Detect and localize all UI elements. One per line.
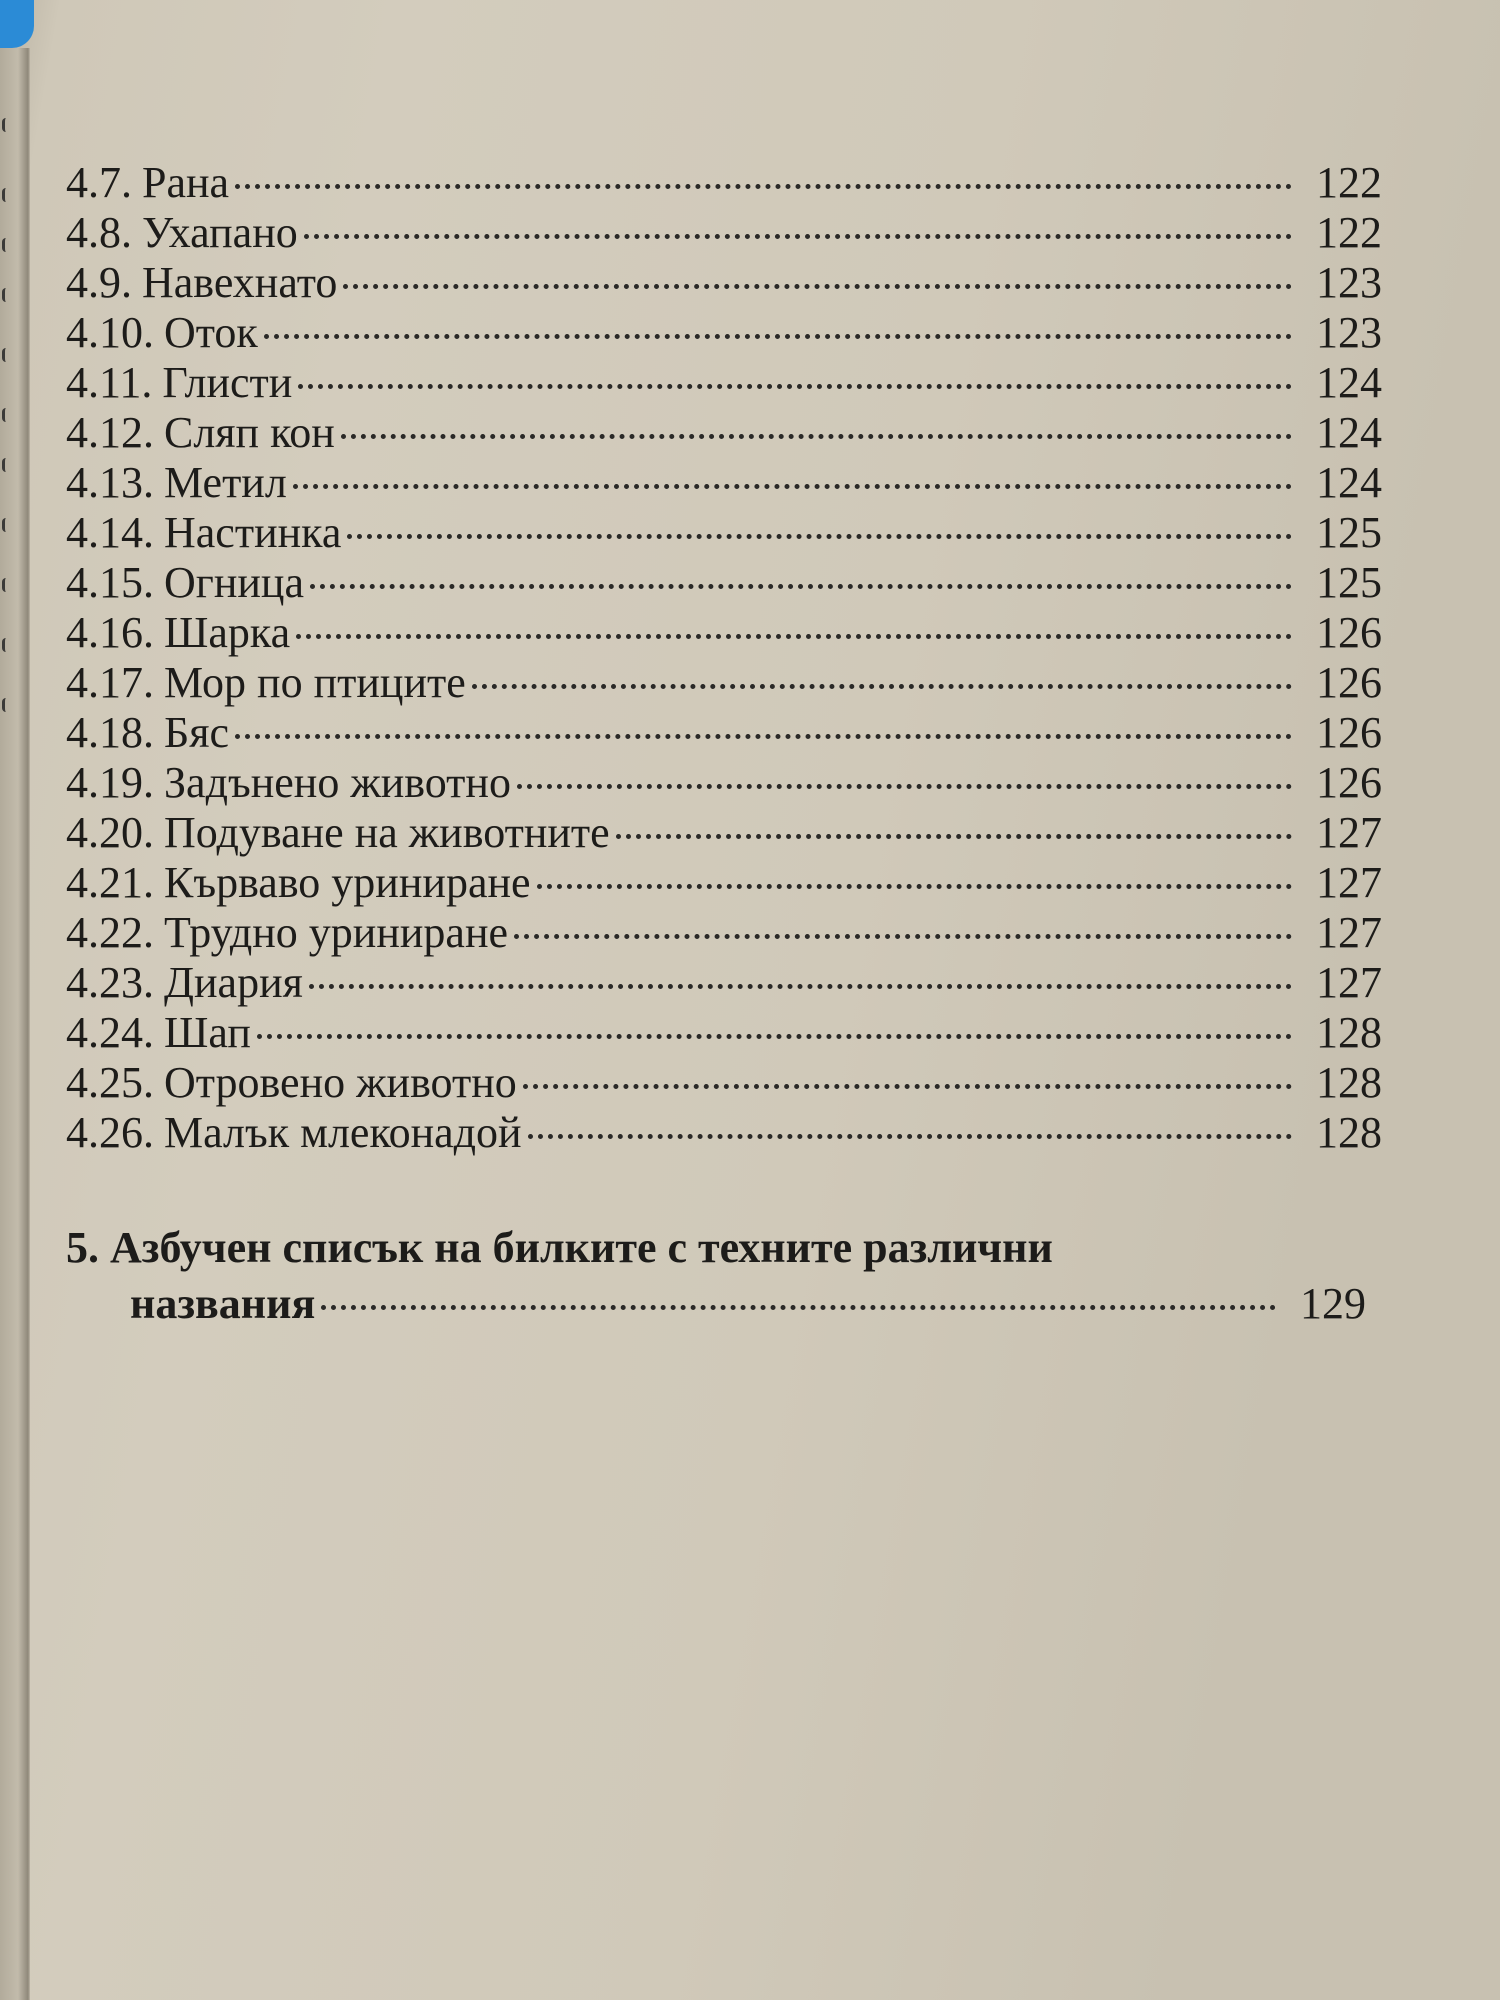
dot-leader (341, 434, 1292, 439)
spine-mark (2, 118, 13, 132)
toc-entry-page-number: 123 (1316, 258, 1382, 307)
chapter-title-row (66, 1276, 1366, 1332)
chapter-5-entry (66, 1220, 1366, 1332)
toc-entry (66, 308, 1382, 358)
toc-entry (66, 1008, 1382, 1058)
toc-entry-page-number: 127 (1316, 858, 1382, 907)
toc-entry-number: 4.19. (66, 758, 154, 807)
toc-entry (66, 558, 1382, 608)
toc-entry-page-number: 122 (1316, 208, 1382, 257)
toc-entry-page-number: 124 (1316, 408, 1382, 457)
toc-entry-page-number: 128 (1316, 1108, 1382, 1157)
toc-entry-title: Задънено животно (164, 758, 511, 807)
toc-entry-title: Ухапано (142, 208, 298, 257)
blue-cover-corner (0, 0, 34, 48)
book-spine (0, 48, 30, 2000)
toc-entry-number: 4.24. (66, 1008, 154, 1057)
toc-entry-page-number: 127 (1316, 808, 1382, 857)
toc-entry (66, 1108, 1382, 1158)
toc-entry-number: 4.17. (66, 658, 154, 707)
spine-mark (2, 238, 13, 252)
spine-mark (2, 188, 13, 202)
toc-entry-number: 4.15. (66, 558, 154, 607)
toc-entry (66, 408, 1382, 458)
toc-entry-number: 4.20. (66, 808, 154, 857)
dot-leader (304, 234, 1292, 239)
toc-entry (66, 258, 1382, 308)
dot-leader (472, 684, 1292, 689)
toc-entry (66, 1058, 1382, 1108)
dot-leader (310, 584, 1292, 589)
toc-entry-title: Рана (142, 158, 230, 207)
toc-entry (66, 158, 1382, 208)
toc-entry-number: 4.21. (66, 858, 154, 907)
dot-leader (537, 884, 1292, 889)
chapter-title-line1: 5. Азбучен списък на билките с техните различни (66, 1223, 1053, 1272)
toc-entry-title: Шап (164, 1008, 251, 1057)
table-of-contents (66, 158, 1382, 1158)
toc-entry-title: Малък млеконадой (164, 1108, 522, 1157)
chapter-title-line2: названия (130, 1279, 316, 1328)
toc-entry-page-number: 124 (1316, 358, 1382, 407)
chapter-page-number: 129 (1300, 1279, 1366, 1328)
toc-entry-number: 4.26. (66, 1108, 154, 1157)
dot-leader (517, 784, 1292, 789)
dot-leader (235, 184, 1292, 189)
toc-entry-page-number: 124 (1316, 458, 1382, 507)
toc-entry-number: 4.7. (66, 158, 132, 207)
toc-entry-title: Диария (164, 958, 303, 1007)
dot-leader (321, 1305, 1276, 1310)
toc-entry-number: 4.13. (66, 458, 154, 507)
toc-entry (66, 658, 1382, 708)
toc-entry-title: Кърваво уриниране (164, 858, 531, 907)
dot-leader (257, 1034, 1292, 1039)
toc-entry-title: Сляп кон (164, 408, 335, 457)
toc-entry (66, 908, 1382, 958)
toc-entry-title: Настинка (164, 508, 342, 557)
toc-entry-title: Навехнато (142, 258, 338, 307)
spine-mark (2, 348, 13, 362)
toc-entry-page-number: 126 (1316, 658, 1382, 707)
dot-leader (309, 984, 1292, 989)
dot-leader (514, 934, 1292, 939)
spine-mark (2, 638, 13, 652)
toc-entry (66, 708, 1382, 758)
toc-entry-number: 4.11. (66, 358, 153, 407)
dot-leader (528, 1134, 1292, 1139)
toc-entry (66, 508, 1382, 558)
dot-leader (523, 1084, 1292, 1089)
dot-leader (235, 734, 1292, 739)
dot-leader (347, 534, 1292, 539)
dot-leader (293, 484, 1292, 489)
toc-entry (66, 858, 1382, 908)
toc-entry (66, 958, 1382, 1008)
toc-entry-page-number: 125 (1316, 508, 1382, 557)
toc-entry (66, 608, 1382, 658)
toc-entry-title: Глисти (162, 358, 293, 407)
dot-leader (616, 834, 1292, 839)
toc-entry-title: Метил (164, 458, 287, 507)
toc-entry-title: Трудно уриниране (164, 908, 509, 957)
dot-leader (264, 334, 1292, 339)
toc-entry-title: Мор по птиците (164, 658, 466, 707)
toc-entry-page-number: 123 (1316, 308, 1382, 357)
toc-entry-title: Подуване на животните (164, 808, 610, 857)
toc-entry-page-number: 122 (1316, 158, 1382, 207)
toc-entry (66, 208, 1382, 258)
toc-entry-title: Бяс (164, 708, 230, 757)
toc-entry-number: 4.8. (66, 208, 132, 257)
spine-mark (2, 698, 13, 712)
spine-mark (2, 518, 13, 532)
toc-entry-page-number: 126 (1316, 708, 1382, 757)
toc-entry-page-number: 125 (1316, 558, 1382, 607)
dot-leader (343, 284, 1292, 289)
toc-entry (66, 358, 1382, 408)
toc-entry-page-number: 127 (1316, 958, 1382, 1007)
toc-entry-title: Шарка (164, 608, 291, 657)
toc-entry-title: Отровено животно (164, 1058, 517, 1107)
dot-leader (296, 634, 1292, 639)
toc-entry-number: 4.25. (66, 1058, 154, 1107)
spine-mark (2, 458, 13, 472)
toc-entry-number: 4.22. (66, 908, 154, 957)
toc-entry-number: 4.9. (66, 258, 132, 307)
toc-entry (66, 808, 1382, 858)
spine-mark (2, 578, 13, 592)
toc-entry-page-number: 127 (1316, 908, 1382, 957)
spine-mark (2, 288, 13, 302)
toc-entry-number: 4.23. (66, 958, 154, 1007)
toc-entry-page-number: 128 (1316, 1008, 1382, 1057)
toc-entry-title: Оток (164, 308, 258, 357)
toc-entry-number: 4.12. (66, 408, 154, 457)
toc-entry-page-number: 126 (1316, 758, 1382, 807)
dot-leader (298, 384, 1292, 389)
toc-entry-number: 4.14. (66, 508, 154, 557)
toc-entry-title: Огница (164, 558, 304, 607)
toc-entry-number: 4.18. (66, 708, 154, 757)
spine-mark (2, 408, 13, 422)
toc-entry (66, 458, 1382, 508)
toc-entry-number: 4.16. (66, 608, 154, 657)
toc-entry (66, 758, 1382, 808)
toc-entry-page-number: 128 (1316, 1058, 1382, 1107)
toc-entry-page-number: 126 (1316, 608, 1382, 657)
toc-entry-number: 4.10. (66, 308, 154, 357)
